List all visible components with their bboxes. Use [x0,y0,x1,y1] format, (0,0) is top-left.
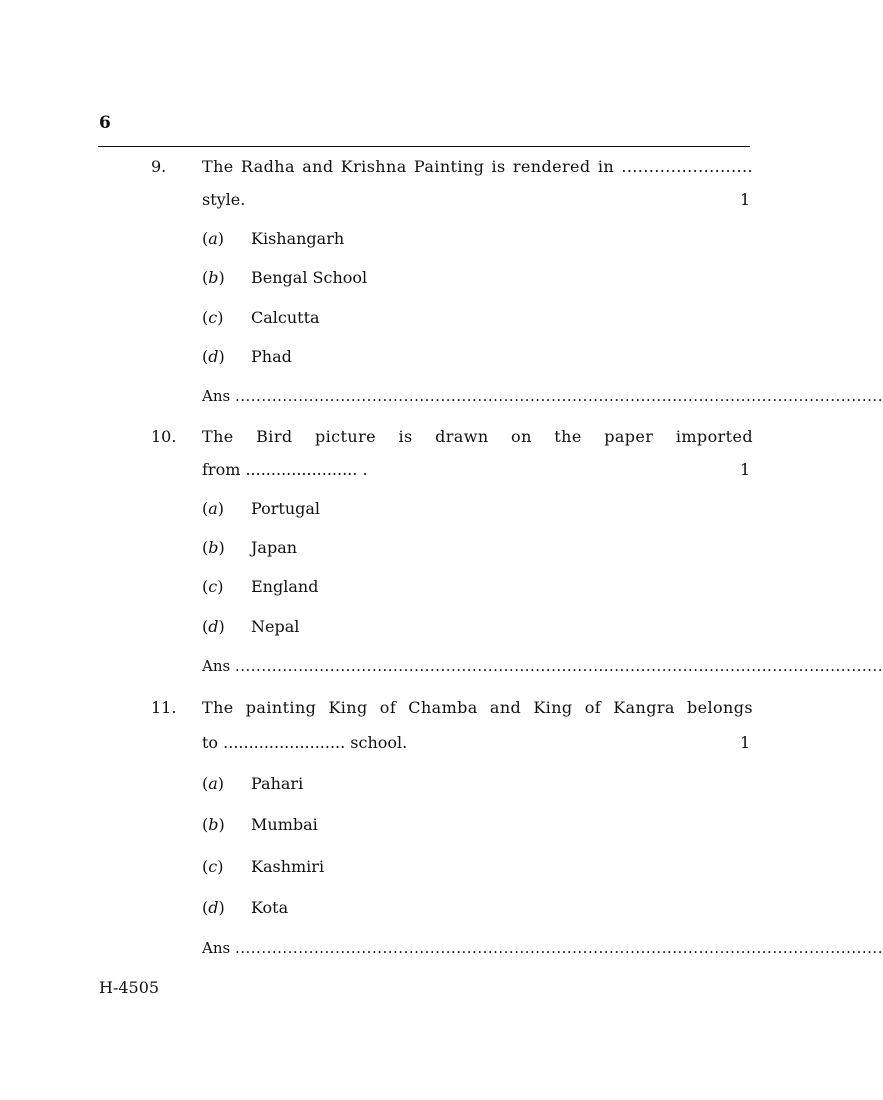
question-marks: 1 [740,460,751,479]
option-a [0,499,850,521]
answer-label: Ans [202,657,231,675]
answer-dots: ........................................................................................................................... [234,387,883,405]
answer-line[interactable] [202,939,883,957]
option-text: Calcutta [251,308,320,327]
option-text: Kishangarh [251,229,345,248]
option-b [0,538,850,560]
header-rule [98,146,750,147]
question-number: 10. [151,427,177,446]
option-letter: (d) [202,898,225,917]
question-text-line1: The Bird picture is drawn on the paper imported [202,427,753,446]
option-text: Japan [251,538,298,557]
option-c [0,577,850,599]
option-letter: (a) [202,774,225,793]
option-letter: (c) [202,857,224,876]
option-text: Kashmiri [251,857,325,876]
option-text: Portugal [251,499,321,518]
question-text-line1: The painting King of Chamba and King of Kangra belongs [202,698,753,717]
option-letter: (c) [202,577,224,596]
option-letter: (a) [202,499,225,518]
option-text: Kota [251,898,289,917]
answer-dots: ........................................................................................................................... [234,939,883,957]
option-text: Phad [251,347,292,366]
question-text-line1: The Radha and Krishna Painting is rendered in ........................ [202,157,753,176]
option-text: England [251,577,319,596]
option-c [0,857,850,879]
answer-dots: ........................................................................................................................... [234,657,883,675]
option-text: Nepal [251,617,300,636]
question-number: 9. [151,157,167,176]
option-letter: (b) [202,268,225,287]
option-letter: (d) [202,617,225,636]
option-d [0,347,850,369]
option-letter: (c) [202,308,224,327]
paper-code: H-4505 [99,978,160,997]
question-text-line2: from ...................... . [202,460,368,479]
answer-line[interactable] [202,657,883,675]
answer-label: Ans [202,939,231,957]
answer-label: Ans [202,387,231,405]
option-letter: (a) [202,229,225,248]
option-d [0,617,850,639]
option-text: Mumbai [251,815,318,834]
question-marks: 1 [740,733,751,752]
question-text-line2: style. [202,190,246,209]
option-text: Bengal School [251,268,368,287]
option-a [0,229,850,251]
option-letter: (d) [202,347,225,366]
option-letter: (b) [202,538,225,557]
option-d [0,898,850,920]
option-b [0,268,850,290]
option-text: Pahari [251,774,304,793]
question-marks: 1 [740,190,751,209]
option-c [0,308,850,330]
question-number: 11. [151,698,177,717]
answer-line[interactable] [202,387,883,405]
page-number: 6 [99,113,111,133]
option-a [0,774,850,796]
question-text-line2: to ........................ school. [202,733,408,752]
option-b [0,815,850,837]
option-letter: (b) [202,815,225,834]
